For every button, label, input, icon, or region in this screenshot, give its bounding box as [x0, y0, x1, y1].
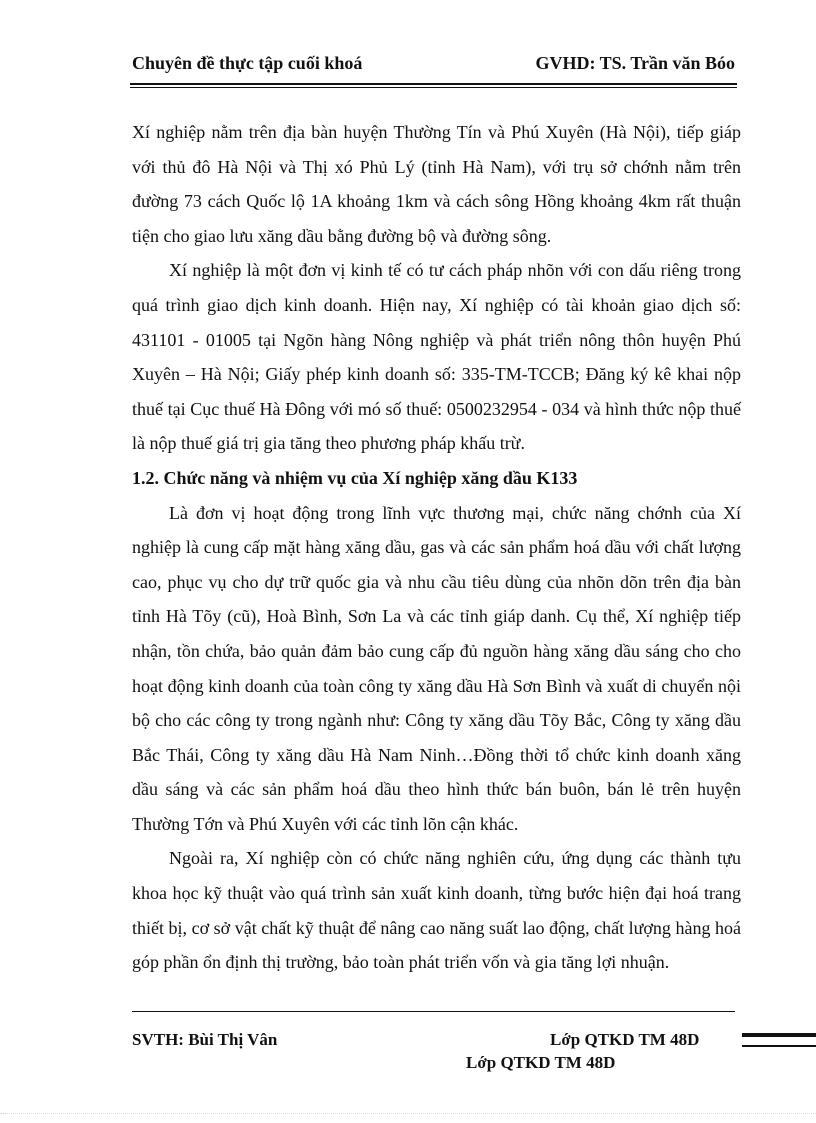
paragraph-functions: Là đơn vị hoạt động trong lĩnh vực thương mại, chức năng chớnh của Xí nghiệp là cung cấp mặt hàng xăng dầu, gas và các sản phẩm hoá dầu với chất lượng cao, phục vụ cho dự trữ quốc gia và nhu cầu tiêu dùng của nhõn dõn trên địa bàn tỉnh Hà Tõy (cũ), Hoà Bình, Sơn La và các tỉnh giáp danh. Cụ thể, Xí nghiệp tiếp nhận, tồn chứa, bảo quản đảm bảo cung cấp đủ nguồn hàng xăng dầu sáng cho cho hoạt động kinh doanh của toàn công ty xăng dầu Hà Sơn Bình và xuất di chuyển nội bộ cho các công ty trong ngành như: Công ty xăng dầu Tõy Bắc, Công ty xăng dầu Bắc Thái, Công ty xăng dầu Hà Nam Ninh…Đồng thời tổ chức kinh doanh xăng dầu sáng và các sản phẩm hoá dầu theo hình thức bán buôn, bán lẻ trên huyện Thường Tớn và Phú Xuyên với các tỉnh lõn cận khác. [132, 502, 741, 834]
student-name: SVTH: Bùi Thị Vân [132, 1030, 278, 1049]
paragraph-location: Xí nghiệp nằm trên địa bàn huyện Thường Tín và Phú Xuyên (Hà Nội), tiếp giáp với thủ đô Hà Nội và Thị xó Phủ Lý (tỉnh Hà Nam), với trụ sở chớnh nằm trên đường 73 cách Quốc lộ 1A khoảng 1km và cách sông Hồng khoảng 4km rất thuận tiện cho giao lưu xăng dầu bằng đường bộ và đường sông. [132, 122, 741, 246]
paragraph-research: Ngoài ra, Xí nghiệp còn có chức năng nghiên cứu, ứng dụng các thành tựu khoa học kỹ thuật vào quá trình sản xuất kinh doanh, từng bước hiện đại hoá trang thiết bị, cơ sở vật chất kỹ thuật để nâng cao năng suất lao động, chất lượng hàng hoá góp phần ổn định thị trường, bảo toàn phát triển vốn và gia tăng lợi nhuận. [132, 848, 741, 973]
class-label: Lớp QTKD TM 48D [550, 1030, 700, 1049]
decorative-edge-bar [742, 1033, 816, 1047]
class-label-repeat: Lớp QTKD TM 48D [466, 1053, 616, 1072]
page-bottom-border [0, 1113, 816, 1114]
main-content [132, 115, 741, 980]
document-title: Chuyên đề thực tập cuối khoá [132, 53, 363, 73]
section-heading: 1.2. Chức năng và nhiệm vụ của Xí nghiệp xăng dầu K133 [132, 467, 578, 488]
advisor-name: GVHD: TS. Trần văn Bóo [535, 53, 735, 73]
header-divider [130, 83, 737, 88]
footer-divider [132, 1011, 735, 1012]
paragraph-legal-status: Xí nghiệp là một đơn vị kinh tế có tư cách pháp nhõn với con dấu riêng trong quá trình giao dịch kinh doanh. Hiện nay, Xí nghiệp có tài khoản giao dịch số: 431101 - 01005 tại Ngõn hàng Nông nghiệp và phát triển nông thôn huyện Phú Xuyên – Hà Nội; Giấy phép kinh doanh số: 335-TM-TCCB; Đăng ký kê khai nộp thuế tại Cục thuế Hà Đông với mó số thuế: 0500232954 - 034 và hình thức nộp thuế là nộp thuế giá trị gia tăng theo phương pháp khấu trừ. [132, 260, 741, 454]
page-header [132, 52, 735, 74]
